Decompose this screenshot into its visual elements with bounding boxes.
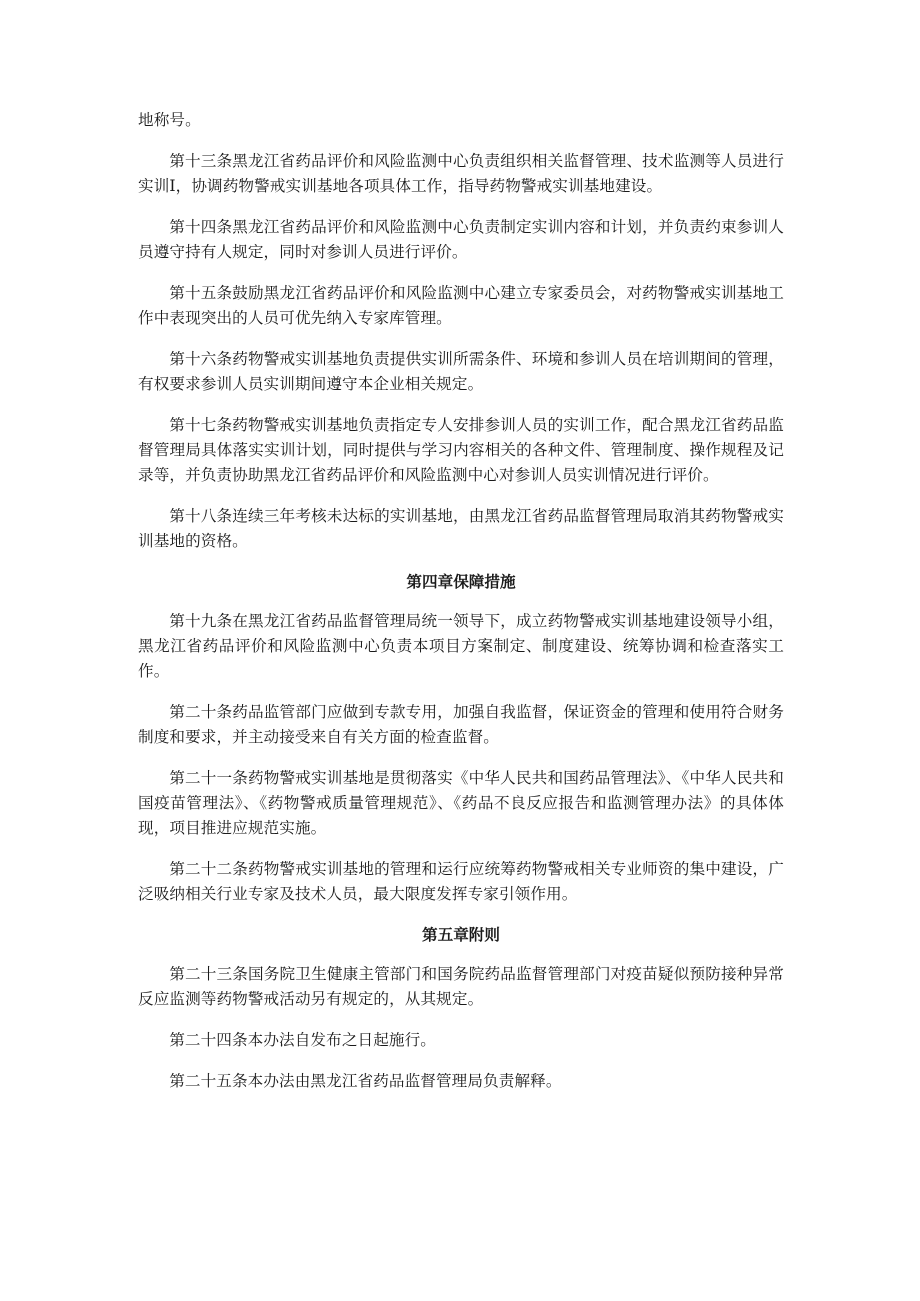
paragraph-continuation: 地称号。 [138, 111, 201, 129]
chapter-4-heading: 第四章保障措施 [406, 573, 516, 591]
article-21: 第二十一条药物警戒实训基地是贯彻落实《中华人民共和国药品管理法》、《中华人民共和国疫苗管理法》、《药物警戒质量管理规范》、《药品不良反应报告和监测管理办法》的具体体现，项目推进应规范实施。 [138, 769, 784, 837]
chapter-5-heading: 第五章附则 [422, 926, 500, 944]
article-25: 第二十五条本办法由黑龙江省药品监督管理局负责解释。 [169, 1072, 562, 1090]
article-17: 第十七条药物警戒实训基地负责指定专人安排参训人员的实训工作，配合黑龙江省药品监督管理局具体落实实训计划，同时提供与学习内容相关的各种文件、管理制度、操作规程及记录等，并负责协助黑龙江省药品评价和风险监测中心对参训人员实训情况进行评价。 [138, 416, 784, 484]
article-18: 第十八条连续三年考核未达标的实训基地，由黑龙江省药品监督管理局取消其药物警戒实训基地的资格。 [138, 507, 784, 550]
document-page [138, 108, 784, 1110]
article-20: 第二十条药品监管部门应做到专款专用，加强自我监督，保证资金的管理和使用符合财务制度和要求，并主动接受来自有关方面的检查监督。 [138, 703, 784, 746]
article-15: 第十五条鼓励黑龙江省药品评价和风险监测中心建立专家委员会，对药物警戒实训基地工作中表现突出的人员可优先纳入专家库管理。 [138, 284, 784, 327]
article-22: 第二十二条药物警戒实训基地的管理和运行应统筹药物警戒相关专业师资的集中建设，广泛吸纳相关行业专家及技术人员，最大限度发挥专家引领作用。 [138, 860, 784, 903]
article-23: 第二十三条国务院卫生健康主管部门和国务院药品监督管理部门对疫苗疑似预防接种异常反应监测等药物警戒活动另有规定的，从其规定。 [138, 965, 784, 1008]
article-19: 第十九条在黑龙江省药品监督管理局统一领导下，成立药物警戒实训基地建设领导小组，黑龙江省药品评价和风险监测中心负责本项目方案制定、制度建设、统筹协调和检查落实工作。 [138, 612, 784, 680]
article-14: 第十四条黑龙江省药品评价和风险监测中心负责制定实训内容和计划，并负责约束参训人员遵守持有人规定，同时对参训人员进行评价。 [138, 218, 784, 261]
article-13: 第十三条黑龙江省药品评价和风险监测中心负责组织相关监督管理、技术监测等人员进行实训I，协调药物警戒实训基地各项具体工作，指导药物警戒实训基地建设。 [138, 152, 784, 195]
article-24: 第二十四条本办法自发布之日起施行。 [169, 1031, 436, 1049]
article-16: 第十六条药物警戒实训基地负责提供实训所需条件、环境和参训人员在培训期间的管理，有权要求参训人员实训期间遵守本企业相关规定。 [138, 350, 784, 393]
